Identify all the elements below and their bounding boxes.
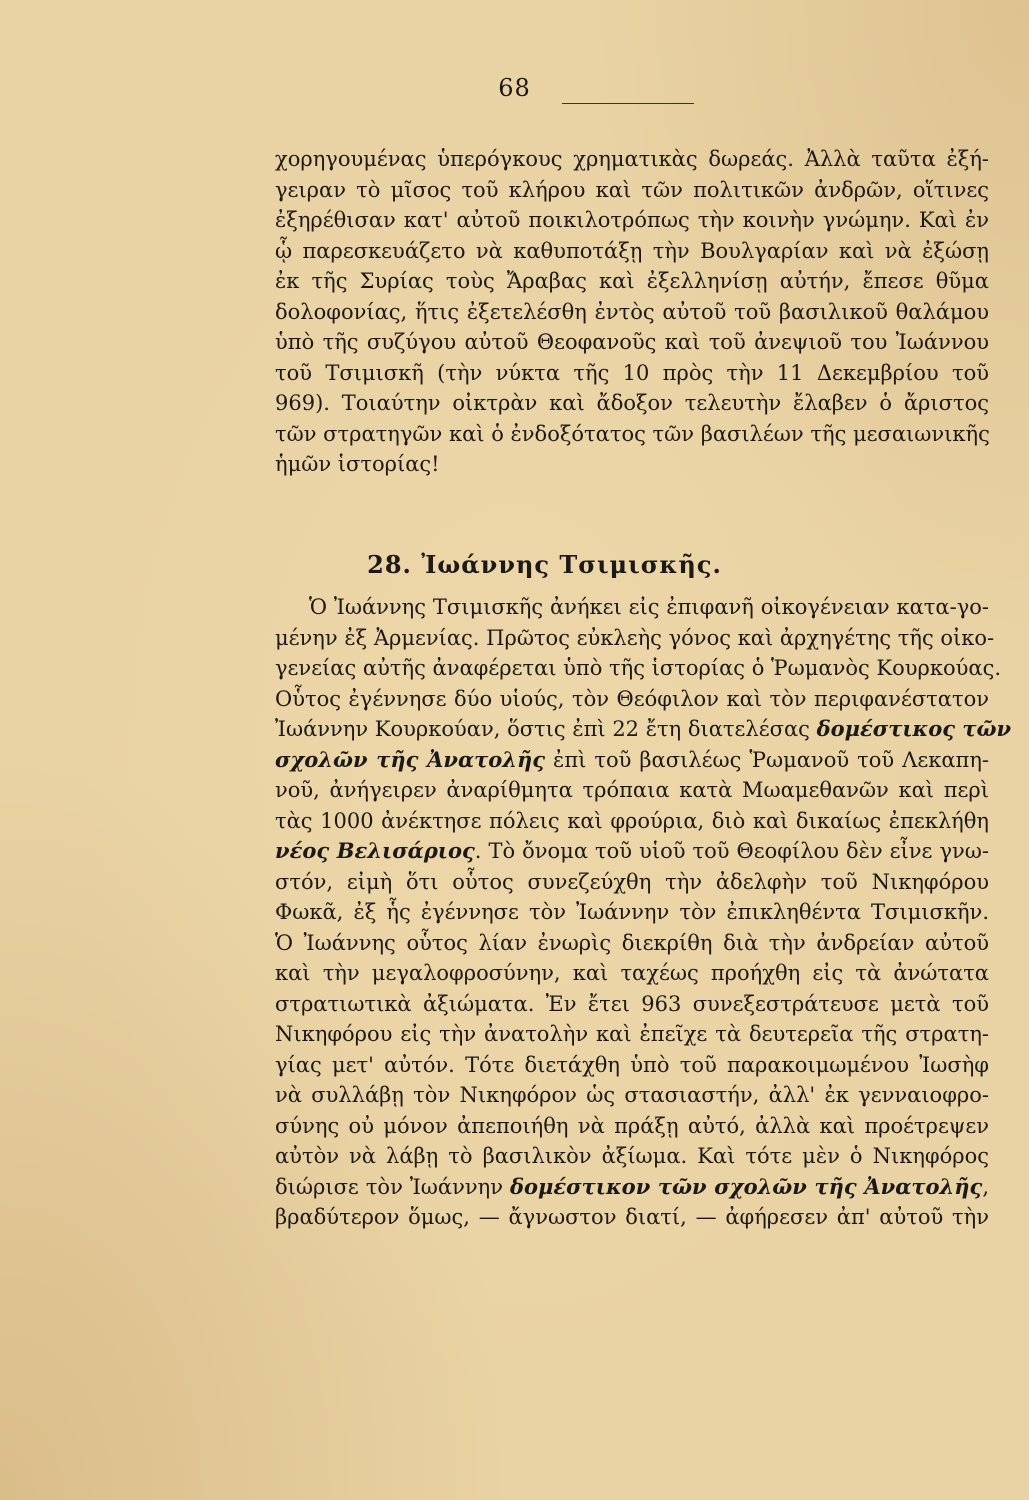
page-number-rule: [562, 103, 694, 104]
line-text: . Τὸ ὄνομα τοῦ υἱοῦ τοῦ Θεοφίλου δὲν εἶνε γνω-: [474, 839, 989, 863]
text-line: [275, 592, 989, 623]
text-line: 969). Τοιαύτην οἰκτρὰν καὶ ἄδοξον τελευτὴν ἔλαβεν ὁ ἄριστος: [275, 391, 989, 415]
intro-paragraph: [275, 144, 989, 480]
emphasized-term: νέος Βελισάριος: [275, 838, 475, 863]
text-line: [275, 836, 989, 867]
text-line: ἐξηρέθισαν κατ' αὐτοῦ ποικιλοτρόπως τὴν κοινὴν γνώμην. Καὶ ἐν: [275, 208, 989, 232]
text-line: [275, 958, 989, 989]
line-text: Ὁ Ἰωάννης οὗτος λίαν ἐνωρὶς διεκρίθη διὰ τὴν ἀνδρείαν αὐτοῦ: [275, 930, 989, 955]
text-line: [275, 897, 989, 928]
line-text: ἐπὶ τοῦ βασιλέως Ῥωμανοῦ τοῦ Λεκαπη-: [545, 747, 989, 772]
section-heading: 28. Ἰωάννης Τσιμισκῆς.: [367, 550, 722, 579]
page-number: 68: [498, 74, 531, 102]
section-body-paragraph: [275, 592, 1012, 1233]
text-line: [275, 867, 989, 898]
line-text: βραδύτερον ὅμως, — ἄγνωστον διατί, — ἀφήρεσεν ἀπ' αὐτοῦ τὴν: [275, 1205, 989, 1229]
text-line: [275, 1019, 989, 1050]
line-text: τὰς 1000 ἀνέκτησε πόλεις καὶ φρούρια, διὸ καὶ δικαίως ἐπεκλήθη: [275, 808, 989, 833]
text-line: [275, 1080, 989, 1111]
text-line: τοῦ Τσιμισκῆ (τὴν νύκτα τῆς 10 πρὸς τὴν 11 Δεκεμβρίου τοῦ: [275, 360, 989, 385]
text-line: [275, 1202, 989, 1233]
text-line: γειραν τὸ μῖσος τοῦ κλήρου καὶ τῶν πολιτικῶν ἀνδρῶν, οἵτινες: [275, 177, 989, 202]
emphasized-term: δομέστικος τῶν: [816, 716, 1012, 741]
text-line: [275, 745, 989, 776]
text-line: [275, 1050, 989, 1081]
line-text: νοῦ, ἀνήγειρεν ἀναρίθμητα τρόπαια κατὰ Μωαμεθανῶν καὶ περὶ: [275, 778, 989, 802]
line-text: στόν, εἰμὴ ὅτι οὗτος συνεζεύχθη τὴν ἀδελφὴν τοῦ Νικηφόρου: [275, 869, 989, 894]
line-text: σύνης οὐ μόνον ἀπεποιήθη νὰ πράξῃ αὐτό, ἀλλὰ καὶ προέτρεψεν: [275, 1113, 989, 1138]
text-line: [275, 928, 989, 959]
line-text: Φωκᾶ, ἐξ ἧς ἐγέννησε τὸν Ἰωάννην τὸν ἐπικληθέντα Τσιμισκῆν.: [275, 900, 989, 924]
line-text: μένην ἐξ Ἀρμενίας. Πρῶτος εὐκλεὴς γόνος καὶ ἀρχηγέτης τῆς οἰκο-: [275, 625, 995, 650]
text-line: δολοφονίας, ἥτις ἐξετελέσθη ἐντὸς αὐτοῦ τοῦ βασιλικοῦ θαλάμου: [275, 299, 989, 324]
text-line: [275, 775, 989, 806]
text-line: ἐκ τῆς Συρίας τοὺς Ἄραβας καὶ ἐξελληνίσῃ αὐτήν, ἔπεσε θῦμα: [275, 269, 989, 293]
text-line: [275, 1172, 989, 1203]
text-line: ᾧ παρεσκευάζετο νὰ καθυποτάξῃ τὴν Βουλγαρίαν καὶ νὰ ἐξώσῃ: [275, 238, 989, 263]
line-text: γίας μετ' αὐτόν. Τότε διετάχθη ὑπὸ τοῦ παρακοιμωμένου Ἰωσὴφ: [275, 1052, 989, 1077]
line-text: νὰ συλλάβῃ τὸν Νικηφόρον ὡς στασιαστήν, ἀλλ' ἐκ γενναιοφρο-: [275, 1083, 989, 1107]
line-text: γενείας αὐτῆς ἀναφέρεται ὑπὸ τῆς ἱστορίας ὁ Ῥωμανὸς Κουρκούας.: [275, 656, 1002, 680]
text-line: [275, 653, 1002, 684]
text-line: [275, 623, 995, 654]
text-line: τῶν στρατηγῶν καὶ ὁ ἐνδοξότατος τῶν βασιλέων τῆς μεσαιωνικῆς: [275, 421, 990, 446]
line-text: διώρισε τὸν Ἰωάννην: [275, 1174, 511, 1199]
text-line: [275, 684, 989, 715]
line-text: Νικηφόρου εἰς τὴν ἀνατολὴν καὶ ἐπεῖχε τὰ δευτερεῖα τῆς στρατη-: [275, 1022, 989, 1046]
text-line: χορηγουμένας ὑπερόγκους χρηματικὰς δωρεάς. Ἀλλὰ ταῦτα ἐξή-: [275, 147, 989, 171]
line-text: Ὁ Ἰωάννης Τσιμισκῆς ἀνήκει εἰς ἐπιφανῆ οἰκογένειαν κατα-γο-: [309, 595, 989, 619]
line-text: Οὗτος ἐγέννησε δύο υἱούς, τὸν Θεόφιλον καὶ τὸν περιφανέστατον: [275, 686, 989, 711]
text-line: ἡμῶν ἱστορίας!: [275, 452, 440, 476]
text-line: ὑπὸ τῆς συζύγου αὐτοῦ Θεοφανοῦς καὶ τοῦ ἀνεψιοῦ του Ἰωάννου: [275, 330, 989, 354]
line-text: καὶ τὴν μεγαλοφροσύνην, καὶ ταχέως προήχθη εἰς τὰ ἀνώτατα: [275, 961, 989, 985]
text-line: [275, 1141, 989, 1172]
text-line: [275, 989, 989, 1020]
text-line: [275, 1111, 989, 1142]
text-line: [275, 714, 1012, 745]
emphasized-term: δομέστικον τῶν σχολῶν τῆς Ἀνατολῆς: [510, 1173, 983, 1199]
line-text: αὐτὸν νὰ λάβῃ τὸ βασιλικὸν ἀξίωμα. Καὶ τότε μὲν ὁ Νικηφόρος: [275, 1144, 989, 1168]
text-line: [275, 806, 989, 837]
line-text: στρατιωτικὰ ἀξιώματα. Ἐν ἔτει 963 συνεξεστράτευσε μετὰ τοῦ: [275, 991, 989, 1016]
line-text: ,: [982, 1174, 989, 1199]
emphasized-term: σχολῶν τῆς Ἀνατολῆς: [275, 746, 546, 772]
line-text: Ἰωάννην Κουρκούαν, ὅστις ἐπὶ 22 ἔτη διατελέσας: [275, 717, 817, 741]
